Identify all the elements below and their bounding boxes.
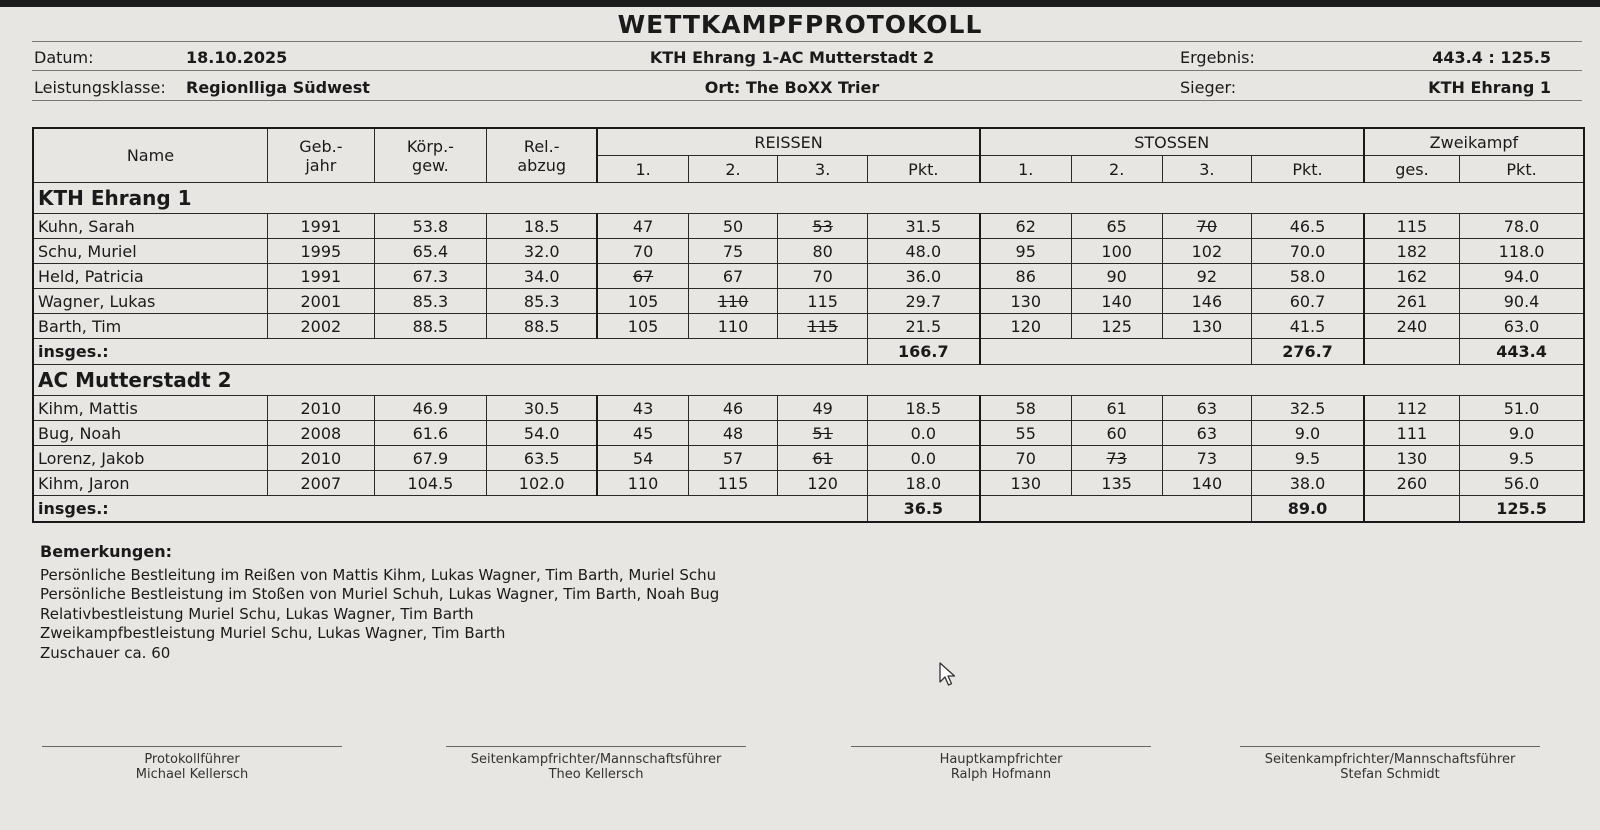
cell-s3: 63 xyxy=(1162,421,1252,446)
cell-gew: 85.3 xyxy=(374,289,486,314)
cell-rel: 63.5 xyxy=(486,446,597,471)
failed-attempt: 53 xyxy=(812,216,833,236)
total-label: insges.: xyxy=(33,339,868,365)
cell-rp: 29.7 xyxy=(868,289,980,314)
cell-zp: 56.0 xyxy=(1460,471,1584,496)
cell-zp: 9.0 xyxy=(1460,421,1584,446)
col-stossen: STOSSEN xyxy=(980,128,1364,156)
cell-s1: 130 xyxy=(980,471,1072,496)
cell-rel: 18.5 xyxy=(486,214,597,239)
col-zweikampf-ges: ges. xyxy=(1364,156,1460,183)
total-row xyxy=(33,339,1584,365)
cell-zg: 182 xyxy=(1364,239,1460,264)
cell-jahr: 2008 xyxy=(267,421,374,446)
table-row xyxy=(33,471,1584,496)
cell-s2: 60 xyxy=(1071,421,1162,446)
cell-r3: 49 xyxy=(778,396,868,421)
cell-r3: 80 xyxy=(778,239,868,264)
cell-s3: 146 xyxy=(1162,289,1252,314)
cell-r1: 70 xyxy=(597,239,688,264)
sieger-label: Sieger: xyxy=(1180,78,1237,97)
remark-line: Persönliche Bestleitung im Reißen von Mattis Kihm, Lukas Wagner, Tim Barth, Muriel Schu xyxy=(40,565,717,584)
failed-attempt: 67 xyxy=(632,266,654,286)
failed-attempt: 70 xyxy=(1196,216,1218,236)
cell-zg: 261 xyxy=(1364,289,1460,314)
datum-value: 18.10.2025 xyxy=(186,48,288,67)
total-zweikampf: 125.5 xyxy=(1460,496,1584,523)
cell-r3: 120 xyxy=(778,471,868,496)
cell-jahr: 1991 xyxy=(267,214,374,239)
cell-r2: 46 xyxy=(688,396,778,421)
cell-rp: 0.0 xyxy=(868,421,980,446)
cell-gew: 67.9 xyxy=(374,446,486,471)
col-reissen-2: 2. xyxy=(688,156,778,183)
cell-r3: 115 xyxy=(778,289,868,314)
cell-r1: 45 xyxy=(597,421,688,446)
cell-s1: 70 xyxy=(980,446,1072,471)
col-reissen-3: 3. xyxy=(778,156,868,183)
total-label: insges.: xyxy=(33,496,868,523)
cell-jahr: 2001 xyxy=(267,289,374,314)
signature-name: Ralph Hofmann xyxy=(950,767,1052,782)
cell-zg: 260 xyxy=(1364,471,1460,496)
col-gebjahr: Geb.- jahr xyxy=(267,128,374,183)
cell-rp: 31.5 xyxy=(868,214,980,239)
signature-protokollfuehrer xyxy=(42,746,342,782)
cell-sp: 41.5 xyxy=(1252,314,1364,339)
athlete-name: Wagner, Lukas xyxy=(33,289,267,314)
col-stossen-pkt: Pkt. xyxy=(1252,156,1364,183)
cell-gew: 104.5 xyxy=(374,471,486,496)
total-row xyxy=(33,496,1584,523)
cell-s2: 90 xyxy=(1071,264,1162,289)
col-stossen-1: 1. xyxy=(980,156,1072,183)
cell-gew: 61.6 xyxy=(374,421,486,446)
cell-sp: 60.7 xyxy=(1252,289,1364,314)
cell-rp: 48.0 xyxy=(868,239,980,264)
cell-s1: 62 xyxy=(980,214,1072,239)
cell-jahr: 1991 xyxy=(267,264,374,289)
cell-s3: 102 xyxy=(1162,239,1252,264)
cell-r2: 50 xyxy=(688,214,778,239)
cell-rp: 36.0 xyxy=(868,264,980,289)
failed-attempt: 51 xyxy=(812,423,833,443)
cell-rel: 102.0 xyxy=(486,471,597,496)
cell-r1: 110 xyxy=(597,471,688,496)
table-row xyxy=(33,239,1584,264)
empty-cell xyxy=(1364,339,1460,365)
cell-r3 xyxy=(778,446,868,471)
cell-rp: 18.0 xyxy=(868,471,980,496)
table-row xyxy=(33,289,1584,314)
cell-zp: 9.5 xyxy=(1460,446,1584,471)
cell-zp: 90.4 xyxy=(1460,289,1584,314)
athlete-name: Bug, Noah xyxy=(33,421,267,446)
athlete-name: Kihm, Mattis xyxy=(33,396,267,421)
cell-jahr: 2007 xyxy=(267,471,374,496)
signature-line xyxy=(42,746,342,747)
cell-rp: 18.5 xyxy=(868,396,980,421)
total-zweikampf: 443.4 xyxy=(1460,339,1584,365)
remark-line: Zweikampfbestleistung Muriel Schu, Lukas Wagner, Tim Barth xyxy=(40,624,506,642)
empty-cell xyxy=(980,339,1252,365)
signature-line xyxy=(446,746,746,747)
cell-sp: 58.0 xyxy=(1252,264,1364,289)
datum-label: Datum: xyxy=(34,48,94,67)
athlete-name: Barth, Tim xyxy=(33,314,267,339)
signature-role: Seitenkampfrichter/Mannschaftsführer xyxy=(470,752,722,767)
signature-name: Michael Kellersch xyxy=(135,767,249,782)
cell-jahr: 2010 xyxy=(267,396,374,421)
cell-s2: 125 xyxy=(1071,314,1162,339)
page-title: WETTKAMPFPROTOKOLL xyxy=(617,10,983,39)
table-row xyxy=(33,214,1584,239)
total-reissen: 166.7 xyxy=(868,339,980,365)
cell-r1 xyxy=(597,264,688,289)
cell-gew: 46.9 xyxy=(374,396,486,421)
team-name: AC Mutterstadt 2 xyxy=(33,365,1584,396)
cell-r1: 105 xyxy=(597,289,688,314)
table-row xyxy=(33,264,1584,289)
cell-s3 xyxy=(1162,214,1252,239)
signature-seitenkampfrichter-1 xyxy=(446,746,746,782)
cell-gew: 67.3 xyxy=(374,264,486,289)
signature-name: Stefan Schmidt xyxy=(1340,767,1440,782)
cell-gew: 53.8 xyxy=(374,214,486,239)
cell-r1: 43 xyxy=(597,396,688,421)
cell-r3: 70 xyxy=(778,264,868,289)
cell-r2: 67 xyxy=(688,264,778,289)
cell-sp: 70.0 xyxy=(1252,239,1364,264)
total-stossen: 89.0 xyxy=(1252,496,1364,523)
cell-sp: 46.5 xyxy=(1252,214,1364,239)
col-zweikampf-pkt: Pkt. xyxy=(1460,156,1584,183)
cell-gew: 65.4 xyxy=(374,239,486,264)
cell-sp: 32.5 xyxy=(1252,396,1364,421)
cell-r2 xyxy=(688,289,778,314)
cell-zp: 118.0 xyxy=(1460,239,1584,264)
remarks-section xyxy=(40,542,719,663)
col-relabzug: Rel.- abzug xyxy=(486,128,597,183)
cell-s2: 61 xyxy=(1071,396,1162,421)
ergebnis-value: 443.4 : 125.5 xyxy=(1432,48,1551,67)
signature-hauptkampfrichter xyxy=(851,746,1151,782)
cell-r1: 105 xyxy=(597,314,688,339)
cell-s3: 63 xyxy=(1162,396,1252,421)
cell-sp: 9.5 xyxy=(1252,446,1364,471)
sieger-value: KTH Ehrang 1 xyxy=(1428,78,1551,97)
athlete-name: Kihm, Jaron xyxy=(33,471,267,496)
cell-rel: 32.0 xyxy=(486,239,597,264)
athlete-name: Kuhn, Sarah xyxy=(33,214,267,239)
col-name: Name xyxy=(33,128,267,183)
athlete-name: Lorenz, Jakob xyxy=(33,446,267,471)
cell-jahr: 2002 xyxy=(267,314,374,339)
remarks-title: Bemerkungen: xyxy=(40,542,172,561)
divider xyxy=(32,41,1582,42)
cell-s1: 55 xyxy=(980,421,1072,446)
failed-attempt: 73 xyxy=(1106,448,1127,468)
match-title: KTH Ehrang 1-AC Mutterstadt 2 xyxy=(649,48,935,67)
cell-rel: 34.0 xyxy=(486,264,597,289)
athlete-name: Schu, Muriel xyxy=(33,239,267,264)
cell-rel: 85.3 xyxy=(486,289,597,314)
signature-name: Theo Kellersch xyxy=(548,767,644,782)
cell-rp: 21.5 xyxy=(868,314,980,339)
cell-s2: 140 xyxy=(1071,289,1162,314)
results-table xyxy=(32,127,1585,523)
top-border xyxy=(0,0,1600,7)
divider xyxy=(32,100,1582,101)
ort-value: Ort: The BoXX Trier xyxy=(704,78,880,97)
signature-role: Hauptkampfrichter xyxy=(939,752,1063,767)
divider xyxy=(32,70,1582,71)
cell-s1: 130 xyxy=(980,289,1072,314)
cell-s3: 140 xyxy=(1162,471,1252,496)
cell-s3: 130 xyxy=(1162,314,1252,339)
cell-s2: 100 xyxy=(1071,239,1162,264)
signature-seitenkampfrichter-2 xyxy=(1240,746,1540,782)
cell-s1: 120 xyxy=(980,314,1072,339)
signature-line xyxy=(1240,746,1540,747)
signature-line xyxy=(851,746,1151,747)
cell-zg: 240 xyxy=(1364,314,1460,339)
mouse-cursor-icon xyxy=(939,662,957,692)
cell-zp: 94.0 xyxy=(1460,264,1584,289)
cell-zp: 51.0 xyxy=(1460,396,1584,421)
remark-line: Relativbestleistung Muriel Schu, Lukas Wagner, Tim Barth xyxy=(40,604,474,623)
cell-zg: 112 xyxy=(1364,396,1460,421)
cell-r2: 110 xyxy=(688,314,778,339)
total-stossen: 276.7 xyxy=(1252,339,1364,365)
cell-gew: 88.5 xyxy=(374,314,486,339)
col-stossen-2: 2. xyxy=(1071,156,1162,183)
cell-zg: 115 xyxy=(1364,214,1460,239)
empty-cell xyxy=(980,496,1252,523)
cell-s1: 86 xyxy=(980,264,1072,289)
cell-r2: 57 xyxy=(688,446,778,471)
cell-jahr: 2010 xyxy=(267,446,374,471)
cell-jahr: 1995 xyxy=(267,239,374,264)
cell-r1: 54 xyxy=(597,446,688,471)
cell-rel: 54.0 xyxy=(486,421,597,446)
cell-zp: 78.0 xyxy=(1460,214,1584,239)
cell-s3: 73 xyxy=(1162,446,1252,471)
table-row xyxy=(33,421,1584,446)
failed-attempt: 115 xyxy=(807,316,838,336)
cell-s3: 92 xyxy=(1162,264,1252,289)
cell-rp: 0.0 xyxy=(868,446,980,471)
failed-attempt: 110 xyxy=(717,291,749,311)
cell-zg: 111 xyxy=(1364,421,1460,446)
ergebnis-label: Ergebnis: xyxy=(1180,48,1255,67)
cell-zg: 162 xyxy=(1364,264,1460,289)
cell-r3 xyxy=(778,421,868,446)
col-koerpgew: Körp.- gew. xyxy=(374,128,486,183)
table-row xyxy=(33,314,1584,339)
signature-role: Protokollführer xyxy=(144,752,240,767)
cell-rel: 30.5 xyxy=(486,396,597,421)
cell-zg: 130 xyxy=(1364,446,1460,471)
col-reissen: REISSEN xyxy=(597,128,979,156)
signature-role: Seitenkampfrichter/Mannschaftsführer xyxy=(1264,752,1516,767)
cell-r2: 48 xyxy=(688,421,778,446)
athlete-name: Held, Patricia xyxy=(33,264,267,289)
cell-s2: 135 xyxy=(1071,471,1162,496)
team-name: KTH Ehrang 1 xyxy=(33,183,1584,214)
cell-s2: 65 xyxy=(1071,214,1162,239)
cell-s2 xyxy=(1071,446,1162,471)
cell-sp: 9.0 xyxy=(1252,421,1364,446)
table-row xyxy=(33,446,1584,471)
failed-attempt: 61 xyxy=(812,448,833,468)
cell-r2: 75 xyxy=(688,239,778,264)
cell-r3 xyxy=(778,214,868,239)
cell-r2: 115 xyxy=(688,471,778,496)
cell-zp: 63.0 xyxy=(1460,314,1584,339)
leistungsklasse-label: Leistungsklasse: xyxy=(34,78,166,97)
cell-r1: 47 xyxy=(597,214,688,239)
col-reissen-1: 1. xyxy=(597,156,688,183)
cell-rel: 88.5 xyxy=(486,314,597,339)
cell-s1: 58 xyxy=(980,396,1072,421)
total-reissen: 36.5 xyxy=(868,496,980,523)
leistungsklasse-value: Regionlliga Südwest xyxy=(186,78,370,97)
remark-line: Zuschauer ca. 60 xyxy=(40,643,171,662)
col-zweikampf: Zweikampf xyxy=(1364,128,1584,156)
col-stossen-3: 3. xyxy=(1162,156,1252,183)
remark-line: Persönliche Bestleistung im Stoßen von Muriel Schuh, Lukas Wagner, Tim Barth, Noah Bug xyxy=(40,585,720,603)
cell-r3 xyxy=(778,314,868,339)
cell-sp: 38.0 xyxy=(1252,471,1364,496)
table-row xyxy=(33,396,1584,421)
empty-cell xyxy=(1364,496,1460,523)
col-reissen-pkt: Pkt. xyxy=(868,156,980,183)
cell-s1: 95 xyxy=(980,239,1072,264)
